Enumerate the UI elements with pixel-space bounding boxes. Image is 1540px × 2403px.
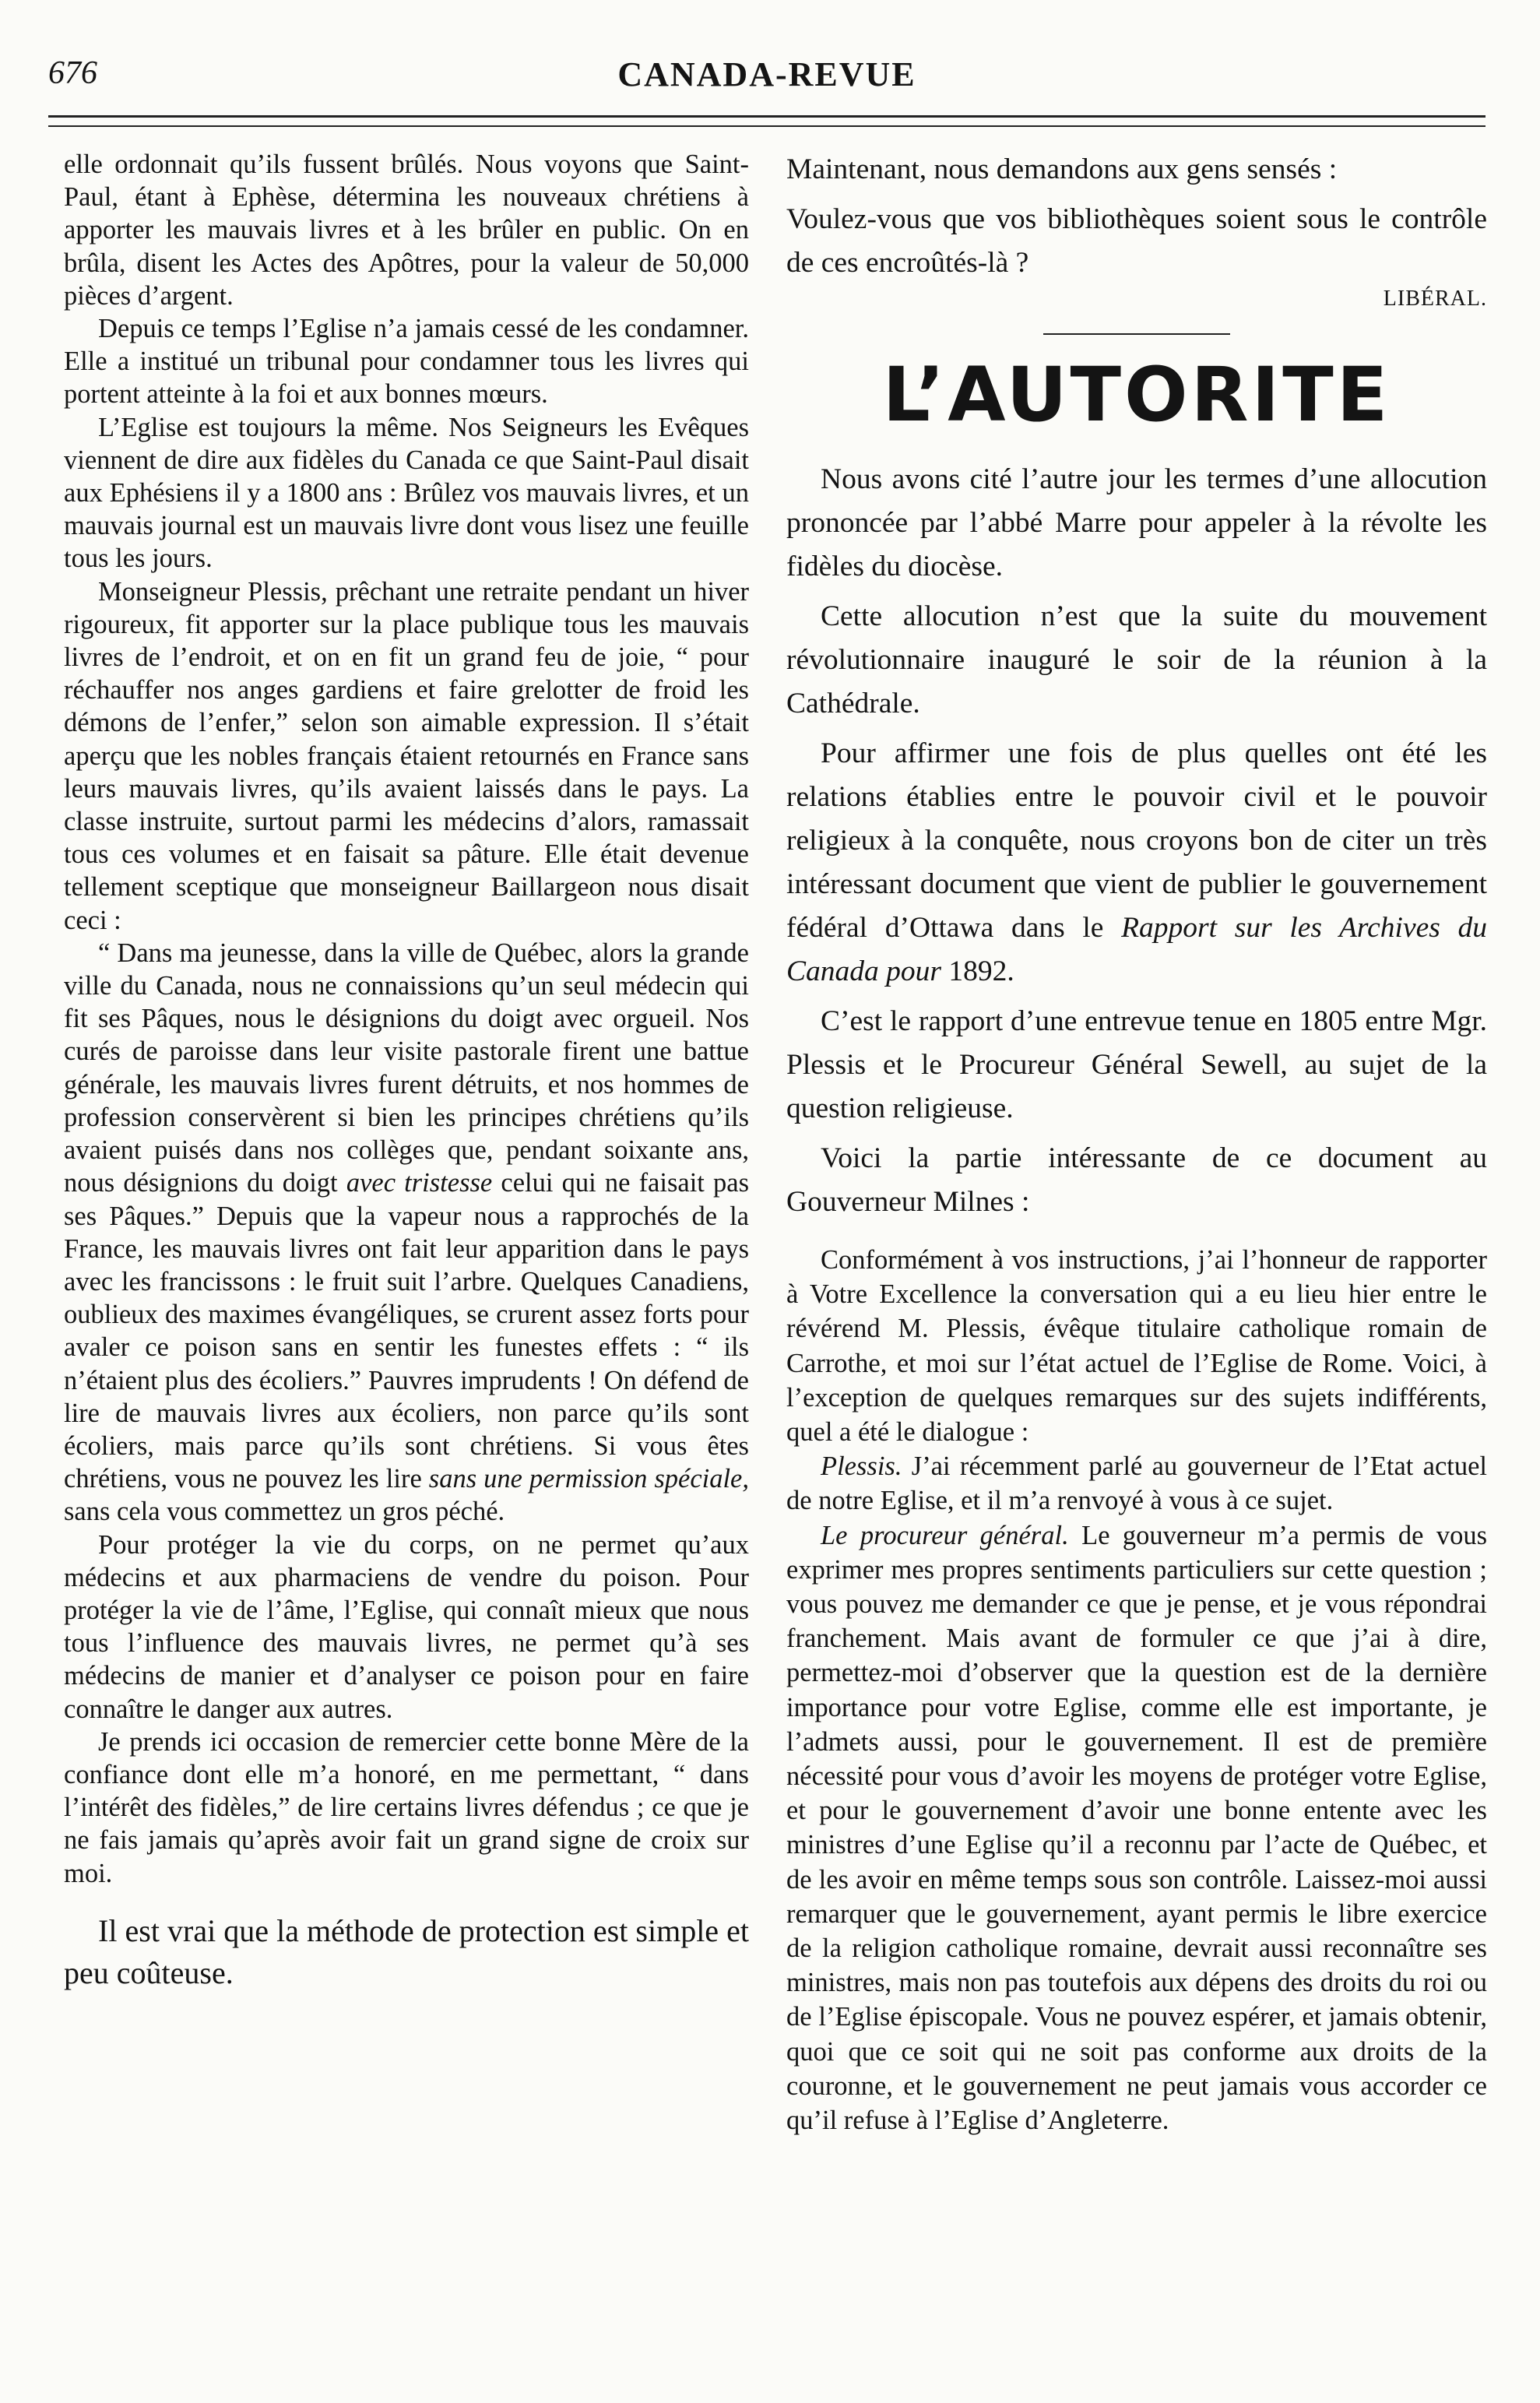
signature: LIBÉRAL. bbox=[1383, 287, 1487, 311]
header-rule bbox=[48, 115, 1486, 127]
paragraph: Je prends ici occasion de remercier cette bonne Mère de la confiance dont elle m’a honoré, en me permettant, “ dans l’intérêt des fidèles,” de lire certains livres défendus ; ce que je ne fais jamais qu’après avoir fait un grand signe de croix sur moi. bbox=[64, 1726, 749, 1888]
page-number: 676 bbox=[48, 55, 97, 91]
paragraph: Cette allocution n’est que la suite du mouvement révolutionnaire inauguré le soir de la réunion à la Cathédrale. bbox=[786, 600, 1487, 719]
italic-title: Rapport sur les Archives du Canada pour bbox=[786, 912, 1488, 987]
paragraph: C’est le rapport d’une entrevue tenue en 1805 entre Mgr. Plessis et le Procureur Général Sewell, au sujet de la question religieuse. bbox=[786, 1005, 1487, 1124]
quotation-paragraph bbox=[64, 937, 749, 1529]
intro-paragraph: Maintenant, nous demandons aux gens sensés : bbox=[786, 153, 1338, 185]
paragraph: Nous avons cité l’autre jour les termes d’une allocution prononcée par l’abbé Marre pour appeler à la révolte les fidèles du diocèse. bbox=[786, 463, 1487, 582]
document-paragraph: Conformément à vos instructions, j’ai l’honneur de rapporter à Votre Excellence la conversation qui a eu lieu hier entre le révérend M. Plessis, évêque titulaire catholique romain de Carrothe, et moi sur l’état actuel de l’Eglise de Rome. Voici, à l’exception de quelques remarques sur des sujets indifférents, quel a été le dialogue : bbox=[786, 1245, 1487, 1448]
paragraph: Voici la partie intéressante de ce document au Gouverneur Milnes : bbox=[786, 1142, 1487, 1218]
speaker-name: Plessis. bbox=[821, 1451, 902, 1482]
quotation-text: “ Dans ma jeunesse, dans la ville de Québec, alors la grande ville du Canada, nous ne connaissions qu’un seul médecin qui fit ses Pâques, nous le désignions du doigt avec orgueil. Nos curés de paroisse dans leur visite pastorale firent une battue générale, les mauvais livres furent détruits, et nos hommes de profession conservèrent si bien les principes chrétiens qu’ils avaient puisés dans nos collèges que, pendant soixante ans, nous désignions du doigt bbox=[64, 938, 749, 1198]
paragraph: Monseigneur Plessis, prêchant une retraite pendant un hiver rigoureux, fit apporter sur la place publique tous les mauvais livres de l’endroit, et on en fit un grand feu de joie, “ pour réchauffer nos anges gardiens et faire grelotter de froid les démons de l’enfer,” selon son aimable expression. Il s’était aperçu que les nobles français étaient retournés en France sans leurs mauvais livres, qu’ils avaient laissés dans le pays. La classe instruite, surtout parmi les médecins d’alors, ramassait tous ces volumes et en faisait sa pâture. Elle était devenue tellement sceptique que monseigneur Baillargeon nous disait ceci : bbox=[64, 576, 749, 935]
dialogue-text: J’ai récemment parlé au gouverneur de l’Etat actuel de notre Eglise, et il m’a renvoyé à vous à ce sujet. bbox=[786, 1451, 1488, 1516]
intro-paragraph: Voulez-vous que vos bibliothèques soient sous le contrôle de ces encroûtés-là ? bbox=[786, 203, 1487, 279]
closing-paragraph: Il est vrai que la méthode de protection est simple et peu coûteuse. bbox=[64, 1912, 749, 1990]
right-column bbox=[786, 148, 1487, 2137]
quotation-text: celui qui ne faisait pas ses Pâques.” Depuis que la vapeur nous a rapprochés de la France, les mauvais livres ont fait leur apparition dans le pays avec les francissons : le fruit suit l’arbre. Quelques Canadiens, oublieux des maximes évangéliques, se crurent assez forts pour avaler ce poison sans en sentir les funestes effets : “ ils n’étaient plus des écoliers.” Pauvres imprudents ! On défend de lire de mauvais livres aux écoliers, non parce qu’ils sont écoliers, mais parce qu’ils sont chrétiens. Si vous êtes chrétiens, vous ne pouvez les lire bbox=[64, 1168, 750, 1494]
paragraph: Depuis ce temps l’Eglise n’a jamais cessé de les condamner. Elle a institué un tribunal pour condamner tous les livres qui portent atteinte à la foi et aux bonnes mœurs. bbox=[64, 314, 749, 410]
paragraph-text: Pour affirmer une fois de plus quelles ont été les relations établies entre le pouvoir civil et le pouvoir religieux à la conquête, nous croyons bon de citer un très intéressant document que vient de publier le gouvernement fédéral d’Ottawa dans le bbox=[786, 737, 1487, 944]
quoted-document bbox=[786, 1243, 1487, 2137]
italic-phrase: avec tristesse bbox=[346, 1168, 493, 1198]
page-header bbox=[48, 55, 1486, 109]
italic-phrase: sans une permission spéciale, bbox=[428, 1464, 749, 1494]
left-column bbox=[64, 148, 749, 1994]
paragraph: L’Eglise est toujours la même. Nos Seigneurs les Evêques viennent de dire aux fidèles du Canada ce que Saint-Paul disait aux Ephésiens il y a 1800 ans : Brûlez vos mauvais livres, et un mauvais journal est un mauvais livre dont vous lisez une feuille tous les jours. bbox=[64, 412, 749, 574]
dialogue-text: Le gouverneur m’a permis de vous exprimer mes propres sentiments particuliers sur cette question ; vous pouvez me demander ce que je pense, et je vous répondrai franchement. Mais avant de formuler ce que j’ai à dire, permettez-moi d’observer que la question est de la dernière importance pour votre Eglise, comme elle est importante, je l’admets aussi, pour le gouvernement. Il est de première nécessité pour vous d’avoir les moyens de protéger votre Eglise, et pour le gouvernement d’avoir une bonne entente avec les ministres d’une Eglise qu’il a reconnu par l’acte de Québec, et de les avoir en même temps sous son contrôle. Laissez-moi aussi remarquer que le gouvernement, ayant permis le libre exercice de la religion catholique romaine, devrait aussi reconnaître ses ministres, mais non pas toutefois aux dépens des droits du roi ou de l’Eglise épiscopale. Vous ne pouvez espérer, et jamais obtenir, quoi que ce soit qui ne soit pas conforme aux droits de la couronne, et le gouvernement ne peut jamais vous accorder ce qu’il refuse à l’Eglise d’Angleterre. bbox=[786, 1520, 1487, 2136]
dialogue-paragraph bbox=[786, 1518, 1487, 2138]
paragraph: Pour protéger la vie du corps, on ne permet qu’aux médecins et aux pharmaciens de vendre du poison. Pour protéger la vie de l’âme, l’Eglise, qui connaît mieux que nous tous l’influence des mauvais livres, ne permet qu’à ses médecins de manier et d’analyser ce poison pour en faire connaître le danger aux autres. bbox=[64, 1529, 749, 1724]
section-divider bbox=[1043, 333, 1230, 335]
paragraph: elle ordonnait qu’ils fussent brûlés. Nous voyons que Saint-Paul, étant à Ephèse, détermina les nouveaux chrétiens à apporter les mauvais livres et à les brûler en public. On en brûla, disent les Actes des Apôtres, pour la valeur de 50,000 pièces d’argent. bbox=[64, 150, 749, 311]
paragraph bbox=[786, 732, 1487, 994]
paragraph-text: 1892. bbox=[948, 955, 1014, 987]
quotation-text: sans cela vous commettez un gros péché. bbox=[64, 1497, 505, 1527]
speaker-name: Le procureur général. bbox=[821, 1520, 1069, 1550]
article-title: L’AUTORITE bbox=[882, 351, 1391, 438]
journal-title: CANADA-REVUE bbox=[617, 55, 916, 93]
dialogue-paragraph bbox=[786, 1449, 1487, 1518]
